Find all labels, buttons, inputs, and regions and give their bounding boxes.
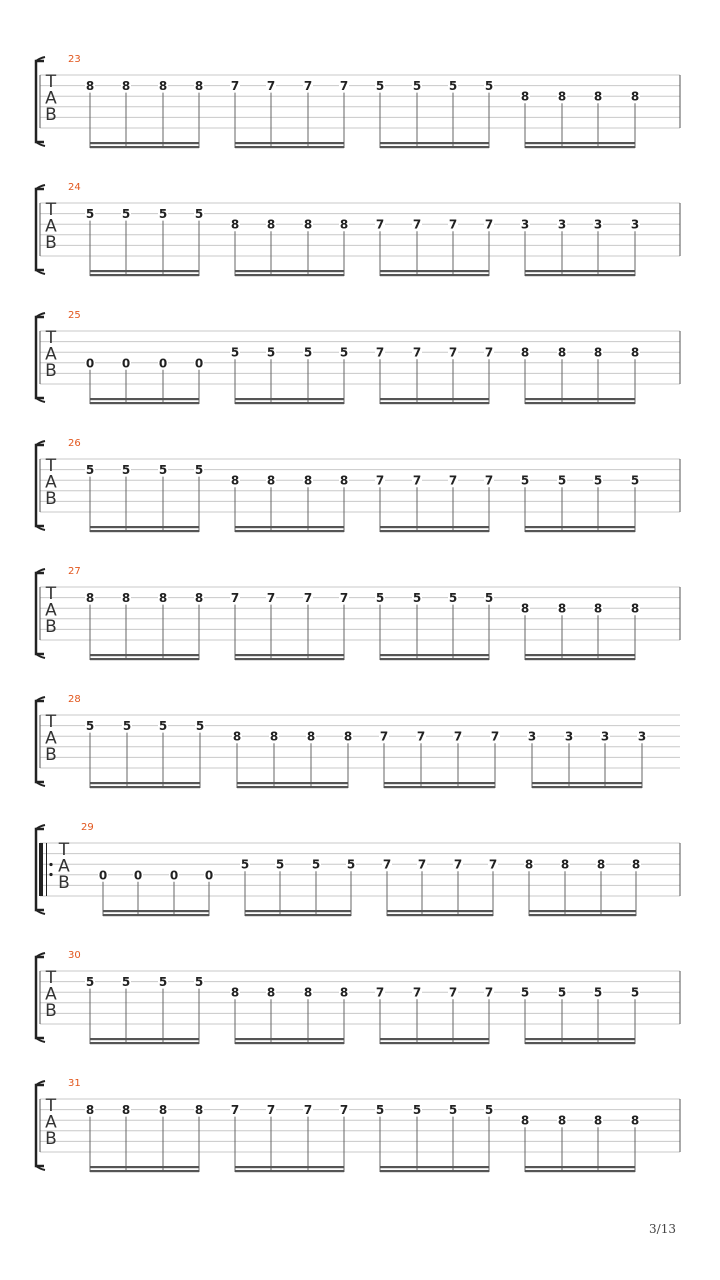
fret-number: 8: [303, 473, 313, 488]
fret-number: 5: [630, 985, 640, 1000]
beam: [235, 398, 344, 400]
tab-system: [36, 182, 680, 276]
page-number: 3/13: [649, 1222, 676, 1236]
fret-number: 5: [194, 463, 204, 478]
fret-number: 7: [379, 729, 389, 744]
fret-number: 5: [346, 857, 356, 872]
beam: [380, 270, 489, 272]
tab-clef-letter: T: [45, 328, 57, 348]
fret-number: 8: [266, 985, 276, 1000]
fret-number: 5: [85, 463, 95, 478]
fret-number: 5: [122, 719, 132, 734]
beam: [235, 274, 344, 276]
beam: [103, 910, 209, 912]
tab-system: [36, 822, 680, 916]
fret-number: 5: [557, 985, 567, 1000]
fret-number: 8: [269, 729, 279, 744]
fret-number: 7: [303, 79, 313, 94]
fret-number: 8: [520, 89, 530, 104]
beam: [235, 1042, 344, 1044]
tab-clef-letter: T: [45, 72, 57, 92]
beam: [525, 1170, 635, 1172]
fret-number: 7: [339, 79, 349, 94]
fret-number: 8: [557, 345, 567, 360]
fret-number: 5: [85, 719, 95, 734]
fret-number: 5: [412, 591, 422, 606]
fret-number: 7: [416, 729, 426, 744]
fret-number: 5: [195, 719, 205, 734]
fret-number: 8: [630, 601, 640, 616]
fret-number: 5: [121, 207, 131, 222]
fret-number: 5: [557, 473, 567, 488]
beam: [235, 142, 344, 144]
fret-number: 8: [593, 89, 603, 104]
beam: [235, 270, 344, 272]
fret-number: 5: [275, 857, 285, 872]
measure-number: 30: [68, 950, 81, 961]
fret-number: 5: [412, 1103, 422, 1118]
beam: [245, 914, 351, 916]
beam: [525, 142, 635, 144]
fret-number: 8: [557, 1113, 567, 1128]
beam: [384, 786, 495, 788]
beam: [525, 1166, 635, 1168]
tab-clef-letter: T: [45, 1096, 57, 1116]
fret-number: 7: [484, 217, 494, 232]
fret-number: 8: [303, 217, 313, 232]
beam: [380, 526, 489, 528]
fret-number: 8: [232, 729, 242, 744]
fret-number: 8: [339, 473, 349, 488]
beam: [525, 1038, 635, 1040]
fret-number: 0: [133, 868, 143, 883]
fret-number: 7: [230, 79, 240, 94]
beam: [380, 658, 489, 660]
fret-number: 5: [448, 591, 458, 606]
tab-clef-letter: A: [45, 1112, 57, 1133]
fret-number: 5: [85, 975, 95, 990]
fret-number: 8: [230, 473, 240, 488]
tab-clef-letter: T: [58, 840, 70, 860]
beam: [525, 1042, 635, 1044]
fret-number: 5: [158, 719, 168, 734]
tab-clef-letter: T: [45, 712, 57, 732]
beam: [90, 402, 199, 404]
beam: [380, 142, 489, 144]
beam: [90, 782, 200, 784]
fret-number: 5: [484, 1103, 494, 1118]
fret-number: 5: [121, 975, 131, 990]
beam: [90, 1038, 199, 1040]
fret-number: 5: [266, 345, 276, 360]
beam: [90, 530, 199, 532]
beam: [525, 146, 635, 148]
fret-number: 7: [266, 79, 276, 94]
fret-number: 5: [194, 207, 204, 222]
fret-number: 7: [484, 473, 494, 488]
fret-number: 3: [557, 217, 567, 232]
beam: [90, 654, 199, 656]
fret-number: 5: [158, 975, 168, 990]
fret-number: 7: [488, 857, 498, 872]
beam: [525, 270, 635, 272]
fret-number: 7: [303, 591, 313, 606]
fret-number: 8: [524, 857, 534, 872]
fret-number: 5: [375, 1103, 385, 1118]
beam: [380, 1042, 489, 1044]
beam: [380, 146, 489, 148]
fret-number: 8: [121, 79, 131, 94]
beam: [380, 274, 489, 276]
fret-number: 5: [520, 473, 530, 488]
fret-number: 3: [564, 729, 574, 744]
fret-number: 0: [169, 868, 179, 883]
beam: [90, 658, 199, 660]
fret-number: 8: [85, 79, 95, 94]
fret-number: 5: [85, 207, 95, 222]
beam: [387, 914, 493, 916]
fret-number: 5: [158, 207, 168, 222]
fret-number: 7: [448, 985, 458, 1000]
tab-clef-letter: A: [45, 600, 57, 621]
beam: [235, 658, 344, 660]
fret-number: 5: [339, 345, 349, 360]
tab-system: [36, 54, 680, 148]
fret-number: 8: [306, 729, 316, 744]
measure-number: 23: [68, 54, 81, 65]
fret-number: 8: [339, 985, 349, 1000]
fret-number: 7: [453, 857, 463, 872]
fret-number: 8: [85, 1103, 95, 1118]
fret-number: 8: [194, 79, 204, 94]
beam: [90, 1170, 199, 1172]
beam: [380, 402, 489, 404]
fret-number: 7: [230, 1103, 240, 1118]
fret-number: 5: [448, 79, 458, 94]
tab-clef-letter: B: [45, 1001, 57, 1021]
beam: [380, 654, 489, 656]
beam: [525, 274, 635, 276]
fret-number: 0: [194, 356, 204, 371]
beam: [380, 398, 489, 400]
beam: [525, 658, 635, 660]
tab-system: [36, 566, 680, 660]
tab-clef-letter: B: [45, 489, 57, 509]
fret-number: 8: [520, 1113, 530, 1128]
fret-number: 5: [448, 1103, 458, 1118]
beam: [525, 654, 635, 656]
beam: [90, 270, 199, 272]
beam: [235, 1170, 344, 1172]
fret-number: 0: [85, 356, 95, 371]
fret-number: 8: [303, 985, 313, 1000]
fret-number: 7: [303, 1103, 313, 1118]
fret-number: 8: [560, 857, 570, 872]
fret-number: 3: [593, 217, 603, 232]
measure-number: 25: [68, 310, 81, 321]
fret-number: 8: [121, 1103, 131, 1118]
fret-number: 7: [484, 345, 494, 360]
tab-clef-letter: A: [45, 344, 57, 365]
fret-number: 8: [630, 89, 640, 104]
fret-number: 7: [375, 345, 385, 360]
fret-number: 8: [85, 591, 95, 606]
beam: [525, 398, 635, 400]
measure-number: 29: [81, 822, 94, 833]
beam: [235, 146, 344, 148]
beam: [529, 914, 636, 916]
fret-number: 8: [630, 345, 640, 360]
fret-number: 8: [230, 985, 240, 1000]
fret-number: 8: [339, 217, 349, 232]
fret-number: 7: [375, 473, 385, 488]
fret-number: 8: [596, 857, 606, 872]
fret-number: 7: [412, 345, 422, 360]
fret-number: 0: [121, 356, 131, 371]
beam: [90, 398, 199, 400]
beam: [90, 274, 199, 276]
measure-number: 26: [68, 438, 81, 449]
fret-number: 0: [158, 356, 168, 371]
fret-number: 5: [484, 79, 494, 94]
fret-number: 8: [557, 601, 567, 616]
fret-number: 5: [311, 857, 321, 872]
fret-number: 3: [600, 729, 610, 744]
tab-clef-letter: B: [45, 745, 57, 765]
tab-clef-letter: B: [58, 873, 70, 893]
fret-number: 8: [593, 345, 603, 360]
beam: [235, 1166, 344, 1168]
fret-number: 8: [266, 217, 276, 232]
beam: [90, 786, 200, 788]
beam: [532, 786, 642, 788]
beam: [380, 1038, 489, 1040]
beam: [380, 530, 489, 532]
fret-number: 7: [490, 729, 500, 744]
fret-number: 8: [593, 1113, 603, 1128]
tab-clef-letter: A: [45, 216, 57, 237]
tab-system: [36, 694, 680, 788]
fret-number: 5: [593, 985, 603, 1000]
tab-clef-letter: T: [45, 584, 57, 604]
beam: [529, 910, 636, 912]
tab-clef-letter: A: [45, 88, 57, 109]
fret-number: 5: [230, 345, 240, 360]
beam: [235, 402, 344, 404]
tab-clef-letter: B: [45, 233, 57, 253]
tab-system: [36, 950, 680, 1044]
fret-number: 3: [520, 217, 530, 232]
repeat-dot: [49, 873, 52, 876]
beam: [245, 910, 351, 912]
repeat-thick-bar: [39, 843, 43, 896]
beam: [90, 146, 199, 148]
measure-number: 31: [68, 1078, 81, 1089]
tab-system: [36, 1078, 680, 1172]
beam: [525, 526, 635, 528]
fret-number: 0: [98, 868, 108, 883]
fret-number: 5: [375, 79, 385, 94]
beam: [90, 142, 199, 144]
fret-number: 5: [375, 591, 385, 606]
measure-number: 24: [68, 182, 81, 193]
fret-number: 7: [448, 217, 458, 232]
fret-number: 7: [448, 345, 458, 360]
fret-number: 5: [303, 345, 313, 360]
beam: [235, 526, 344, 528]
fret-number: 7: [417, 857, 427, 872]
fret-number: 7: [412, 985, 422, 1000]
fret-number: 8: [630, 1113, 640, 1128]
fret-number: 5: [484, 591, 494, 606]
fret-number: 7: [266, 591, 276, 606]
fret-number: 3: [637, 729, 647, 744]
fret-number: 7: [412, 217, 422, 232]
tab-clef-letter: A: [58, 856, 70, 877]
fret-number: 5: [520, 985, 530, 1000]
fret-number: 8: [230, 217, 240, 232]
fret-number: 8: [158, 79, 168, 94]
beam: [90, 1042, 199, 1044]
tab-system: [36, 438, 680, 532]
fret-number: 8: [266, 473, 276, 488]
fret-number: 7: [266, 1103, 276, 1118]
tab-clef-letter: T: [45, 456, 57, 476]
beam: [525, 530, 635, 532]
repeat-dot: [49, 863, 52, 866]
fret-number: 8: [158, 1103, 168, 1118]
fret-number: 3: [527, 729, 537, 744]
fret-number: 7: [375, 985, 385, 1000]
fret-number: 5: [240, 857, 250, 872]
beam: [380, 1166, 489, 1168]
tab-clef-letter: B: [45, 617, 57, 637]
fret-number: 7: [339, 1103, 349, 1118]
fret-number: 7: [382, 857, 392, 872]
fret-number: 7: [375, 217, 385, 232]
fret-number: 7: [412, 473, 422, 488]
beam: [237, 786, 348, 788]
tab-clef-letter: B: [45, 1129, 57, 1149]
measure-number: 28: [68, 694, 81, 705]
fret-number: 8: [520, 601, 530, 616]
beam: [237, 782, 348, 784]
tab-clef-letter: A: [45, 728, 57, 749]
fret-number: 5: [630, 473, 640, 488]
fret-number: 0: [204, 868, 214, 883]
fret-number: 8: [194, 591, 204, 606]
beam: [532, 782, 642, 784]
beam: [103, 914, 209, 916]
fret-number: 5: [412, 79, 422, 94]
fret-number: 5: [121, 463, 131, 478]
fret-number: 8: [158, 591, 168, 606]
fret-number: 7: [230, 591, 240, 606]
measure-number: 27: [68, 566, 81, 577]
fret-number: 8: [121, 591, 131, 606]
tab-clef-letter: B: [45, 361, 57, 381]
fret-number: 8: [194, 1103, 204, 1118]
tab-clef-letter: A: [45, 984, 57, 1005]
beam: [90, 526, 199, 528]
fret-number: 3: [630, 217, 640, 232]
fret-number: 7: [448, 473, 458, 488]
beam: [235, 530, 344, 532]
fret-number: 7: [453, 729, 463, 744]
fret-number: 8: [557, 89, 567, 104]
tab-clef-letter: B: [45, 105, 57, 125]
beam: [384, 782, 495, 784]
fret-number: 8: [631, 857, 641, 872]
fret-number: 7: [484, 985, 494, 1000]
fret-number: 5: [158, 463, 168, 478]
fret-number: 5: [194, 975, 204, 990]
beam: [235, 654, 344, 656]
beam: [380, 1170, 489, 1172]
fret-number: 8: [343, 729, 353, 744]
tab-clef-letter: T: [45, 968, 57, 988]
fret-number: 8: [520, 345, 530, 360]
tab-system: [36, 310, 680, 404]
fret-number: 7: [339, 591, 349, 606]
tab-clef-letter: T: [45, 200, 57, 220]
fret-number: 5: [593, 473, 603, 488]
beam: [387, 910, 493, 912]
beam: [235, 1038, 344, 1040]
beam: [525, 402, 635, 404]
fret-number: 8: [593, 601, 603, 616]
tab-clef-letter: A: [45, 472, 57, 493]
beam: [90, 1166, 199, 1168]
